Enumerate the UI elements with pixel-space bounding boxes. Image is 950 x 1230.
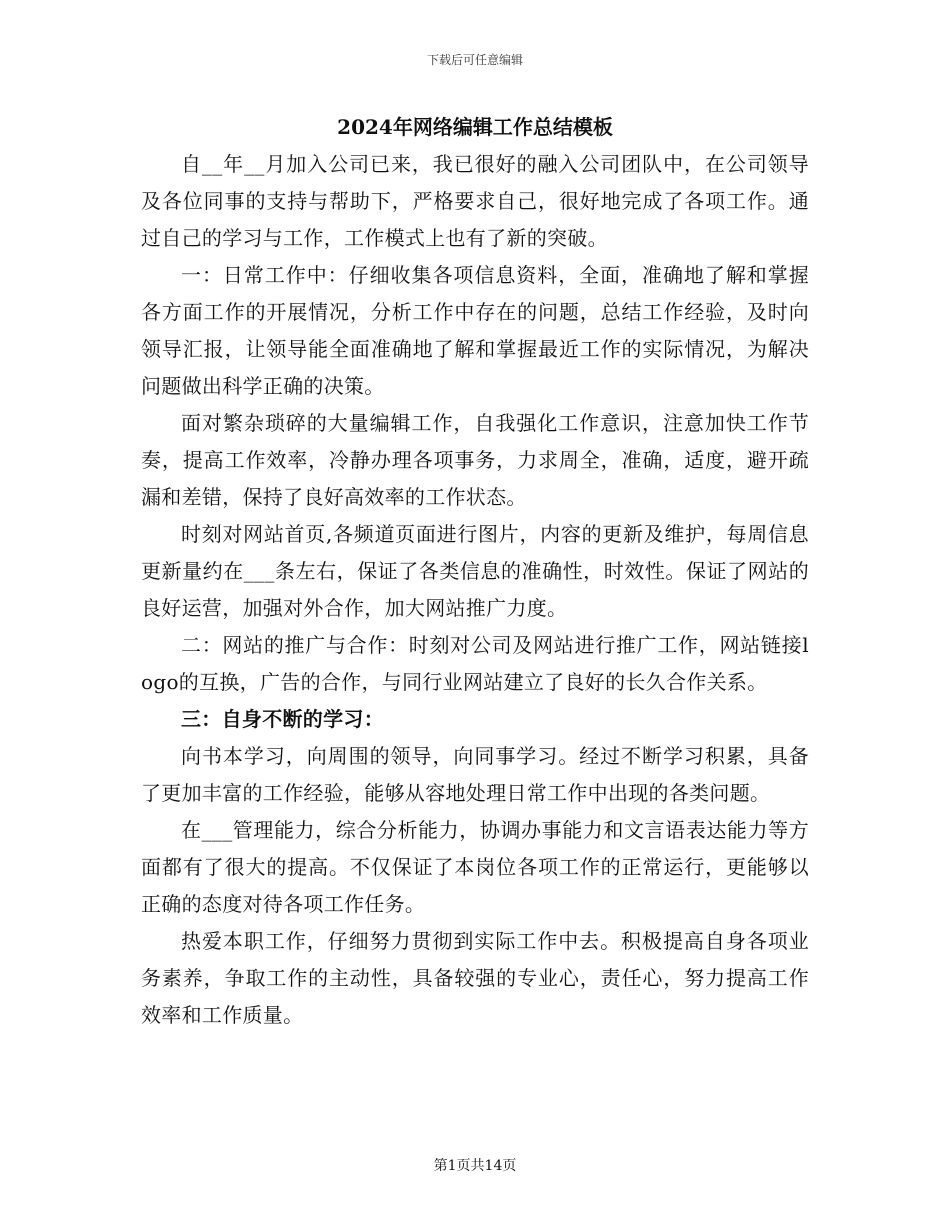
paragraph-editing-work: 面对繁杂琐碎的大量编辑工作，自我强化工作意识，注意加快工作节奏，提高工作效率，冷静办理各项事务，力求周全，准确，适度，避开疏漏和差错，保持了良好高效率的工作状态。 <box>141 411 809 509</box>
paragraph-site-updates: 时刻对网站首页,各频道页面进行图片，内容的更新及维护，每周信息更新量约在___条左右，保证了各类信息的准确性，时效性。保证了网站的良好运营，加强对外合作，加大网站推广力度。 <box>141 522 809 620</box>
page-number-footer: 第1页共14页 <box>433 1158 517 1174</box>
paragraph-daily-work: 一：日常工作中：仔细收集各项信息资料，全面，准确地了解和掌握各方面工作的开展情况，分析工作中存在的问题，总结工作经验，及时向领导汇报，让领导能全面准确地了解和掌握最近工作的实际情况，为解决问题做出科学正确的决策。 <box>141 263 809 398</box>
paragraph-intro: 自__年__月加入公司已来，我已很好的融入公司团队中，在公司领导及各位同事的支持与帮助下，严格要求自己，很好地完成了各项工作。通过自己的学习与工作，工作模式上也有了新的突破。 <box>141 152 809 250</box>
paragraph-learning: 向书本学习，向周围的领导，向同事学习。经过不断学习积累，具备了更加丰富的工作经验，能够从容地处理日常工作中出现的各类问题。 <box>141 744 809 805</box>
document-title: 2024年网络编辑工作总结模板 <box>337 115 613 139</box>
paragraph-promotion: 二：网站的推广与合作：时刻对公司及网站进行推广工作，网站链接logo的互换，广告的合作，与同行业网站建立了良好的长久合作关系。 <box>141 633 809 694</box>
document-body <box>141 112 809 1034</box>
page-header: 下载后可任意编辑 <box>426 53 523 67</box>
section-heading-learning: 三：自身不断的学习： <box>181 707 384 731</box>
paragraph-dedication: 热爱本职工作，仔细努力贯彻到实际工作中去。积极提高自身各项业务素养，争取工作的主动性，具备较强的专业心，责任心，努力提高工作效率和工作质量。 <box>141 929 809 1027</box>
paragraph-abilities: 在___管理能力，综合分析能力，协调办事能力和文言语表达能力等方面都有了很大的提高。不仅保证了本岗位各项工作的正常运行，更能够以正确的态度对待各项工作任务。 <box>141 818 809 916</box>
